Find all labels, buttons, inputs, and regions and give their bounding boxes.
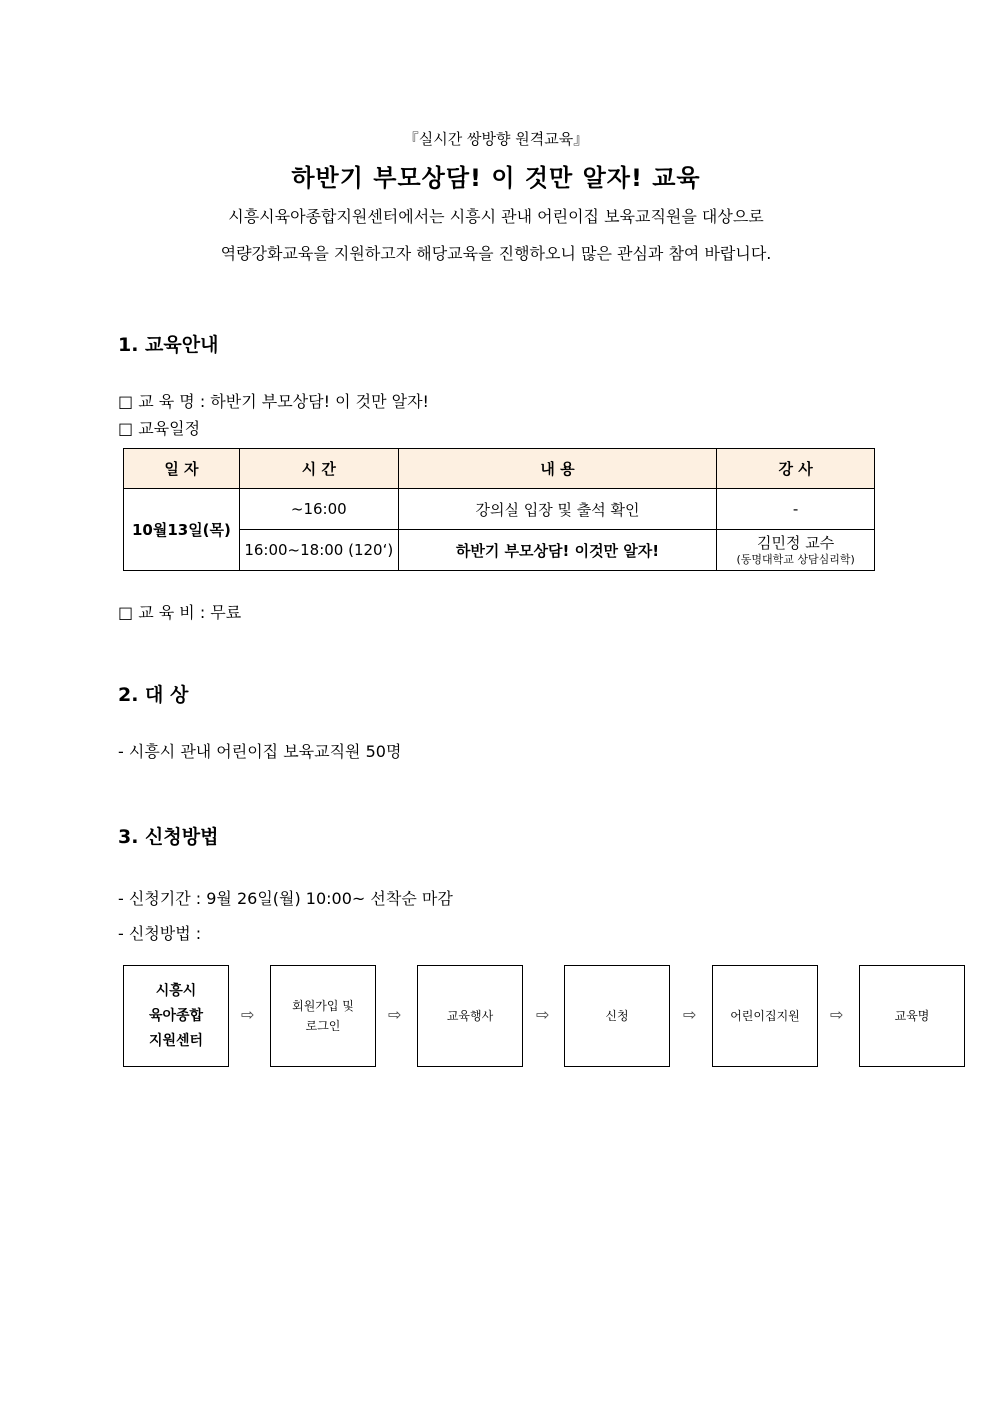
document-subtitle: 『실시간 쌍방향 원격교육』 — [403, 130, 589, 148]
document-title: 하반기 부모상담! 이 것만 알자! 교육 — [291, 164, 701, 192]
step-text: 로그인 — [305, 1019, 341, 1033]
step-text: 지원센터 — [148, 1032, 204, 1049]
step-text: 신청 — [605, 1009, 629, 1023]
lecturer-affiliation: (동명대학교 상담심리학) — [736, 552, 855, 566]
lecturer-cell: - — [717, 489, 875, 530]
step-box-center — [123, 965, 229, 1067]
arrow-right-icon: ⇨ — [388, 1005, 402, 1024]
step-box-course — [859, 965, 965, 1067]
step-box-events — [417, 965, 523, 1067]
arrow-right-icon: ⇨ — [683, 1005, 697, 1024]
target-line: - 시흥시 관내 어린이집 보육교직원 50명 — [118, 742, 402, 761]
arrow-right-icon: ⇨ — [830, 1005, 844, 1024]
step-text: 교육행사 — [446, 1009, 494, 1023]
step-text: 어린이집지원 — [730, 1009, 800, 1023]
course-name-line: □ 교 육 명 : 하반기 부모상담! 이 것만 알자! — [118, 392, 429, 411]
header-lecturer: 강 사 — [717, 449, 875, 489]
lecturer-cell — [717, 530, 875, 571]
header-date: 일 자 — [124, 449, 240, 489]
section-2-heading: 2. 대 상 — [118, 684, 189, 706]
period-line: - 신청기간 : 9월 26일(월) 10:00~ 선착순 마감 — [118, 889, 453, 908]
step-text: 회원가입 및 — [292, 999, 354, 1013]
step-text: 시흥시 — [155, 982, 197, 999]
intro-line-2: 역량강화교육을 지원하고자 해당교육을 진행하오니 많은 관심과 참여 바랍니다. — [220, 244, 772, 263]
step-box-apply — [564, 965, 670, 1067]
content-cell: 강의실 입장 및 출석 확인 — [398, 489, 716, 530]
method-label: - 신청방법 : — [118, 924, 202, 943]
step-text: 교육명 — [894, 1009, 930, 1023]
table-header-row — [124, 449, 875, 489]
time-cell: ~16:00 — [239, 489, 398, 530]
header-time: 시 간 — [239, 449, 398, 489]
section-1-heading: 1. 교육안내 — [118, 334, 219, 356]
schedule-label: □ 교육일정 — [118, 419, 201, 438]
intro-line-1: 시흥시육아종합지원센터에서는 시흥시 관내 어린이집 보육교직원을 대상으로 — [228, 207, 764, 226]
header-content: 내 용 — [398, 449, 716, 489]
arrow-right-icon: ⇨ — [536, 1005, 550, 1024]
step-box-daycare — [712, 965, 818, 1067]
step-box-signup — [270, 965, 376, 1067]
arrow-right-icon: ⇨ — [241, 1005, 255, 1024]
section-3-heading: 3. 신청방법 — [118, 826, 219, 848]
schedule-table — [123, 448, 875, 571]
content-cell: 하반기 부모상담! 이것만 알자! — [398, 530, 716, 571]
step-text: 육아종합 — [148, 1007, 204, 1024]
date-cell: 10월13일(목) — [124, 489, 240, 571]
time-cell: 16:00~18:00 (120‘) — [239, 530, 398, 571]
lecturer-name: 김민정 교수 — [757, 533, 835, 552]
fee-line: □ 교 육 비 : 무료 — [118, 603, 242, 622]
table-row — [124, 489, 875, 530]
